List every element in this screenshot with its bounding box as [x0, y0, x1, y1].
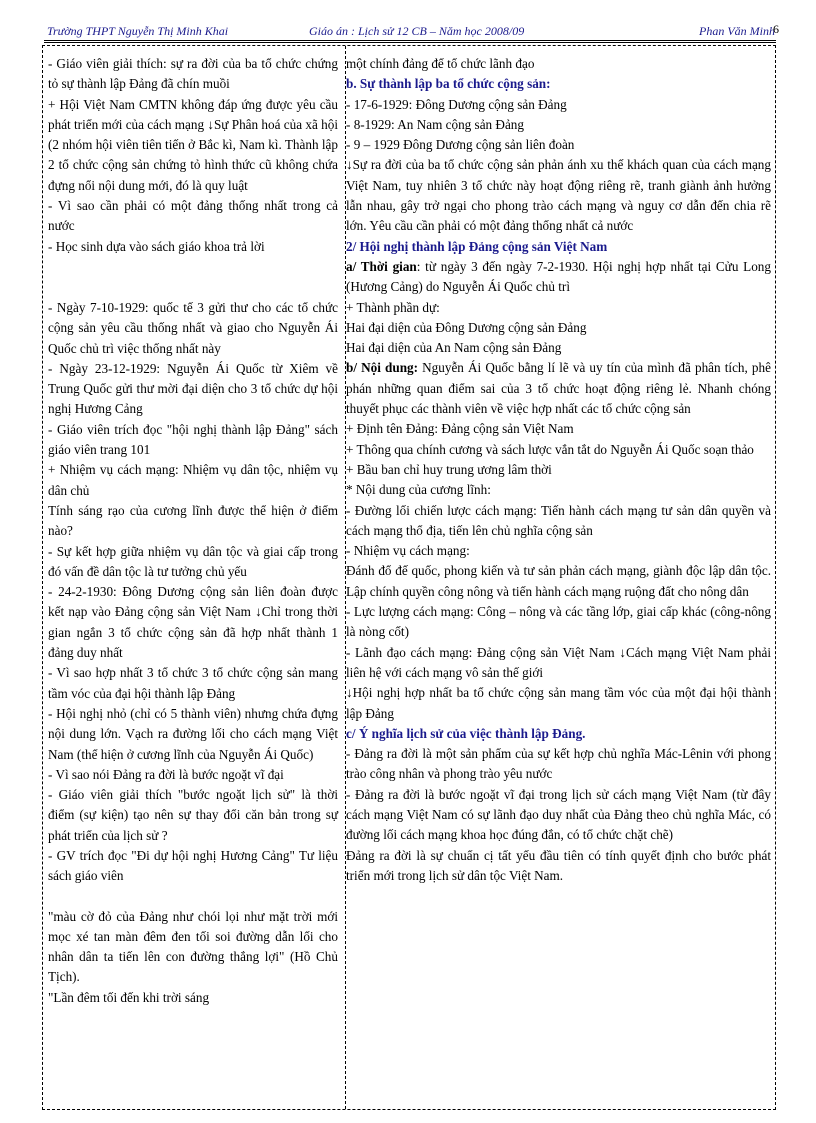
right-paragraph: - Đảng ra đời là một sản phẩm của sự kết hợp chủ nghĩa Mác-Lênin với phong trào công nhân và phong trào yêu nước [346, 746, 771, 782]
right-paragraph: - Nhiệm vụ cách mạng: [346, 543, 470, 559]
right-paragraph: - Lực lượng cách mạng: Công – nông và các tầng lớp, giai cấp khác (công-nông là nòng cốt) [346, 604, 771, 640]
left-paragraph: - Giáo viên giải thích: sự ra đời của ba tổ chức chứng tỏ sự thành lập Đảng đã chín muồi [48, 56, 338, 92]
time-label: a/ Thời gian [346, 258, 417, 274]
left-paragraph: Tính sáng rạo của cương lĩnh được thể hiện ở điểm nào? [48, 502, 338, 539]
left-paragraph: - Vì sao hợp nhất 3 tổ chức 3 tổ chức cộng sản mang tầm vóc của đại hội thành lập Đảng [48, 665, 338, 701]
left-paragraph: - Vì sao nói Đảng ra đời là bước ngoặt vĩ đại [48, 766, 284, 782]
school-name: Trường THPT Nguyễn Thị Minh Khai [47, 24, 229, 38]
right-paragraph: Hai đại diện của Đông Dương cộng sản Đảng [346, 319, 587, 335]
author-name: Phan Văn Minh [699, 24, 775, 38]
right-paragraph: ↓Hội nghị hợp nhất ba tổ chức cộng sản mang tầm vóc của một đại hội thành lập Đảng [346, 685, 771, 721]
lesson-plan-title: Giáo án : Lịch sử 12 CB – Năm học 2008/09 [309, 24, 525, 38]
content-text: Nguyễn Ái Quốc bằng lí lẽ và uy tín của mình đã phân tích, phê phán những quan điểm sai của 3 tổ chức hoạt động riêng lẻ. Nhanh chóng thuyết phục các thành viên về việc hợp nhất các tổ chức cộng sản [346, 360, 771, 417]
page-header [47, 22, 775, 40]
left-paragraph: - Sự kết hợp giữa nhiệm vụ dân tộc và giai cấp trong đó vấn đề dân tộc là tư tưởng chủ yếu [48, 543, 338, 579]
section-heading: b. Sự thành lập ba tổ chức cộng sản: [346, 76, 551, 92]
right-paragraph: Đánh đổ đế quốc, phong kiến và tư sản phản cách mạng, giành độc lập dân tộc. Lập chính quyền công nông và tiến hành cách mạng ruộng đất cho nông dân [346, 563, 771, 599]
right-paragraph: - Đường lối chiến lược cách mạng: Tiến hành cách mạng tư sản dân quyền và cách mạng thổ địa, tiến lên chủ nghĩa cộng sản [346, 502, 771, 538]
teacher-activity-column [48, 54, 338, 1008]
content-label: b/ Nội dung: [346, 360, 419, 376]
header-rule [44, 40, 776, 43]
left-paragraph: - GV trích đọc "Đi dự hội nghị Hương Cảng" Tư liệu sách giáo viên [48, 847, 338, 884]
left-paragraph: - Hội nghị nhỏ (chỉ có 5 thành viên) nhưng chứa đựng nội dung lớn. Vạch ra đường lối cho cách mạng Việt Nam (thể hiện ở cương lĩnh của Nguyễn Ái Quốc) [48, 705, 338, 762]
right-paragraph: - 8-1929: An Nam cộng sản Đảng [346, 116, 524, 132]
left-paragraph: - Ngày 23-12-1929: Nguyễn Ái Quốc từ Xiêm về Trung Quốc gửi thư mời đại diện cho 3 tổ chức dự hội nghị Hương Cảng [48, 360, 338, 417]
right-paragraph: một chính đảng để tổ chức lãnh đạo [346, 56, 535, 71]
left-paragraph: - Vì sao cần phải có một đảng thống nhất trong cả nước [48, 198, 338, 234]
right-paragraph: - 17-6-1929: Đông Dương cộng sản Đảng [346, 96, 567, 112]
left-paragraph: + Hội Việt Nam CMTN không đáp ứng được yêu cầu phát triển mới của cách mạng ↓Sự Phân hoá của xã hội (2 nhóm hội viên tiên tiến ở Bắc kì, Nam kì. Thành lập 2 tổ chức cộng sản chứng tỏ hình thức cũ không chứa đựng nổi nội dung mới, đó là quy luật [48, 96, 338, 193]
section-heading: 2/ Hội nghị thành lập Đảng cộng sản Việt Nam [346, 238, 608, 254]
right-paragraph: * Nội dung của cương lĩnh: [346, 482, 491, 498]
spacer [48, 257, 338, 298]
time-text: : từ ngày 3 đến ngày 7-2-1930. Hội nghị hợp nhất tại Cửu Long (Hương Cảng) do Nguyễn Ái Quốc chủ trì [346, 258, 771, 295]
lesson-table [42, 45, 776, 1110]
left-paragraph: - Học sinh dựa vào sách giáo khoa trả lời [48, 238, 265, 254]
right-paragraph: - Đảng ra đời là bước ngoặt vĩ đại trong lịch sử cách mạng Việt Nam (từ đây cách mạng Việt Nam có sự lãnh đạo duy nhất của Đảng theo chủ nghĩa Mác, có đường lối cách mạng khoa học đúng đắn, có tổ chức chặt chẽ) [346, 786, 771, 843]
right-paragraph [346, 358, 771, 419]
right-paragraph: - 9 – 1929 Đông Dương cộng sản liên đoàn [346, 137, 575, 153]
left-paragraph: "Lần đêm tối đến khi trời sáng [48, 989, 210, 1005]
right-paragraph: - Lãnh đạo cách mạng: Đảng cộng sản Việt Nam ↓Cách mạng Việt Nam phải liên hệ với cách mạng vô sản thế giới [346, 644, 771, 680]
right-paragraph: + Bầu ban chỉ huy trung ương lâm thời [346, 461, 552, 477]
left-paragraph: - Giáo viên giải thích "bước ngoặt lịch sử" là thời điểm (sự kiện) tạo nên sự thay đổi căn bản trong sự phát triển của lịch sử ? [48, 787, 338, 843]
spacer [48, 887, 338, 907]
left-paragraph: - Ngày 7-10-1929: quốc tế 3 gửi thư cho các tổ chức cộng sản yêu cầu thống nhất và giao cho Nguyễn Ái Quốc chủ trì việc thống nhất này [48, 299, 338, 356]
right-paragraph: Hai đại diện của An Nam cộng sản Đảng [346, 340, 562, 356]
left-paragraph: + Nhiệm vụ cách mạng: Nhiệm vụ dân tộc, nhiệm vụ dân chủ [48, 462, 338, 498]
right-paragraph: + Thông qua chính cương và sách lược vắn tắt do Nguyễn Ái Quốc soạn thảo [346, 441, 754, 457]
page-number: 6 [773, 22, 779, 36]
right-paragraph: Đảng ra đời là sự chuẩn cị tất yếu đầu tiên có tính quyết định cho bước phát triển mới trong lịch sử dân tộc Việt Nam. [346, 847, 771, 883]
right-paragraph [346, 257, 771, 298]
lesson-content-column [346, 54, 771, 886]
right-paragraph: + Định tên Đảng: Đảng cộng sản Việt Nam [346, 421, 574, 437]
right-paragraph: + Thành phần dự: [346, 299, 440, 315]
section-heading: c/ Ý nghĩa lịch sử của việc thành lập Đảng. [346, 725, 586, 741]
left-paragraph: "màu cờ đỏ của Đảng như chói lọi như mặt trời mới mọc xé tan màn đêm đen tối soi đường dẫn lối cho nhân dân ta tiến lên con đường thắng lợi" (Hồ Chủ Tịch). [48, 908, 338, 985]
right-paragraph: ↓Sự ra đời của ba tổ chức cộng sản phản ánh xu thế khách quan của cách mạng Việt Nam, tuy nhiên 3 tổ chức này hoạt động riêng rẽ, tranh giành ảnh hưởng lẫn nhau, gây trở ngại cho phong trào cách mạng và nguy cơ dẫn đến chia rẽ lớn. Yêu cầu cần phải có một đảng thống nhất cả nước [346, 157, 771, 234]
left-paragraph: - 24-2-1930: Đông Dương cộng sản liên đoàn được kết nạp vào Đảng cộng sản Việt Nam ↓Chỉ trong thời gian ngắn 3 tổ chức cộng sản đã hợp nhất thành 1 đảng duy nhất [48, 584, 338, 661]
left-paragraph: - Giáo viên trích đọc "hội nghị thành lập Đảng" sách giáo viên trang 101 [48, 421, 338, 458]
